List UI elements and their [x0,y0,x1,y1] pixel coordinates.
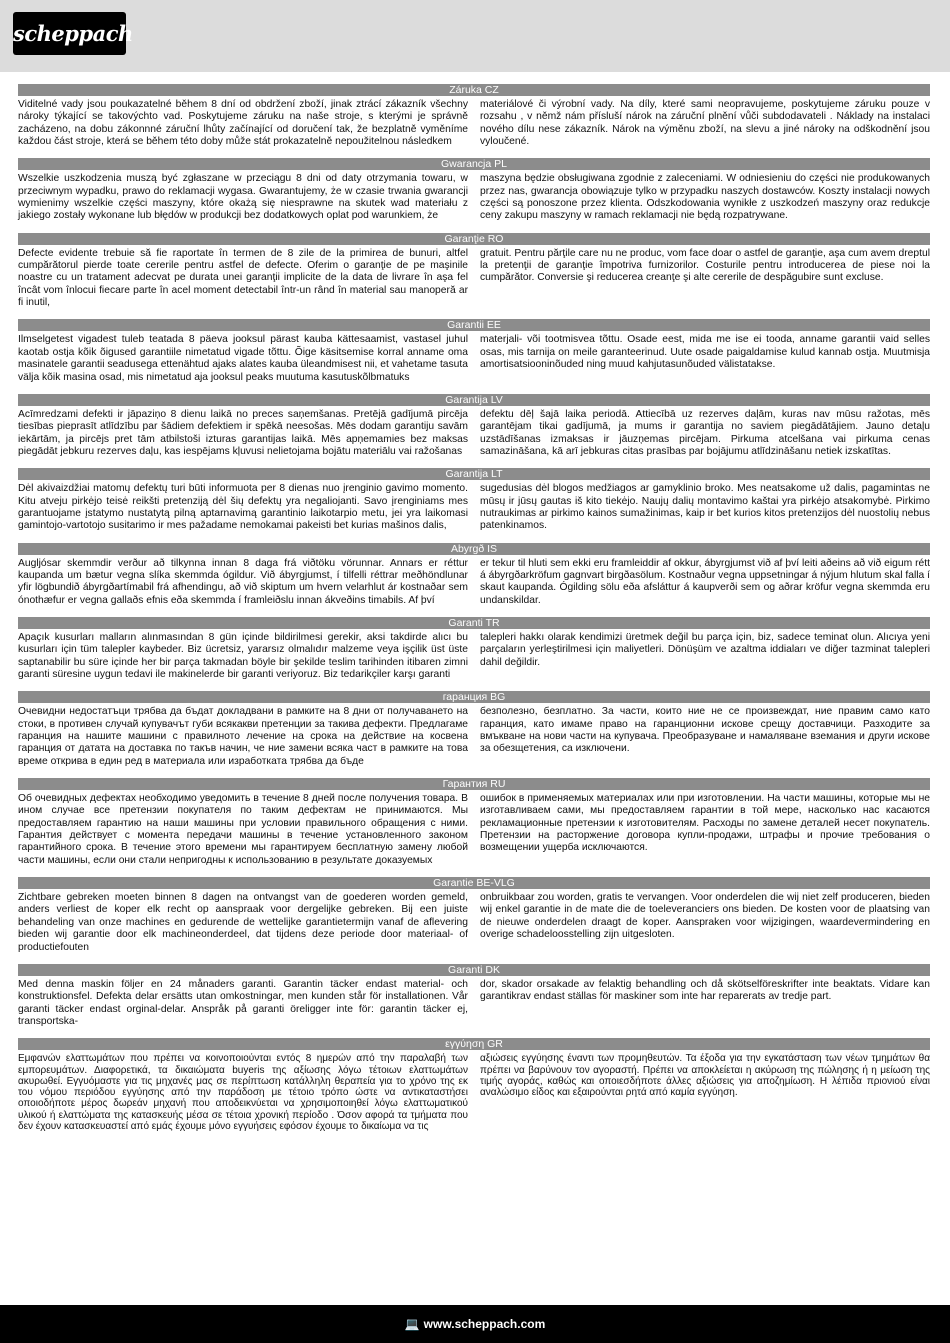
warranty-section-ee [18,319,930,383]
warranty-section-pl [18,158,930,222]
section-text-left: Εμφανών ελαττωμάτων που πρέπει να κοινοποιούνται εντός 8 ημερών από την παραλαβή των εμπορευμάτων. Διαφορετικά, τα δικαιώματα buyeris της αξίωσης λόγω τέτοιων ελαττωμάτων ακυρωθεί. Εγγυόμαστε για τις μηχανές μας σε περίπτωση κατάλληλη θεραπεία για το χρόνο της εκ του νόμου περιόδου εγγύησης από την παράδοση με τέτοιο τρόπο ώστε να αντικαταστήσει οποιοδήποτε μέρος δωρεάν μηχανή που αποδεικνύεται να χρησιμοποιηθεί λόγω ελαττωματικού υλικού ή ελαττώματα της κατασκευής μέσα σε τέτοια χρονική περίοδο . Όσον αφορά τα τμήματα που δεν έχουν κατασκευαστεί από εμάς έχουμε μόνο εγγυήσεις εφόσον έχουμε το δικαίωμα να τις [18,1053,468,1132]
header-band [0,0,950,72]
section-title: Abyrgð IS [18,543,930,555]
section-text-left: Acīmredzami defekti ir jāpaziņo 8 dienu laikā no preces saņemšanas. Pretējā gadījumā pircēja tiesības pieprasīt atlīdzību par šādiem defektiem ir spēkā neesošas. Mēs dodam garantiju savām iekārtām, ja pircējs pret tām atbilstoši izturas garantijas laikā. Mēs apņemamies bez maksas piegādāt jebkuru rezerves daļu, kas iespējams kļuvusi nelietojama bojātu materiālu vai ražošanas [18,408,468,457]
section-text-right: dor, skador orsakade av felaktig behandling och då skötselföreskrifter inte beaktats. Vidare kan garantikrav endast ställas för maskiner som inte har reparerats av tredje part. [480,978,930,1003]
warranty-section-dk [18,964,930,1028]
warranty-section-cz [18,84,930,148]
section-title: Gwarancja PL [18,158,930,170]
warranty-section-bg [18,691,930,768]
warranty-section-be-vlg [18,877,930,954]
section-text-right: αξιώσεις εγγύησης έναντι των προμηθευτών. Τα έξοδα για την εγκατάσταση των νέων τμημάτων θα πρέπει να βαρύνουν τον αγοραστή. Πρέπει να αποκλείεται η ακύρωση της πώλησης ή η μείωση της τιμής αγοράς, καθώς και οποιεσδήποτε άλλες αξιώσεις για αποζημίωση. Η λέπιδα πριονιού είναι αναλώσιμο είδος και εξαιρούνται ρητά από καμία εγγύηση. [480,1053,930,1099]
section-text-right: maszyna będzie obsługiwana zgodnie z zaleceniami. W odniesieniu do części nie produkowanych przez nas, gwarancja obowiązuje tylko w przypadku naszych dostawców. Koszty instalacji nowych części są ponoszone przez klienta. Odszkodowania wynikłe z uszkodzeń maszyny oraz redukcje ceny zakupu maszyny w ramach reklamacji nie będą rozpatrywane. [480,173,930,222]
warranty-section-lt [18,468,930,532]
scheppach-logo: scheppach [13,12,126,55]
footer-band [0,1305,950,1343]
section-title: Garanti TR [18,617,930,629]
section-text-left: Очевидни недостатъци трябва да бъдат докладвани в рамките на 8 дни от получаването на стоки, в противен случай купувачът губи всякакви претенции за такива дефекти. Предлагаме гаранция на нашите машини с правилното лечение на срока на действие на косвена гаранция от датата на доставка по такъв начин, че ние замени всяка част в рамките на това време открива в един ред в материала или изработката трябва да бъде [18,706,468,767]
warranty-section-is [18,543,930,607]
section-text-left: Ilmselgetest vigadest tuleb teatada 8 päeva jooksul pärast kauba kättesaamist, vastasel juhul kaotab ostja kõik õigused garantiile nimetatud vigade tõttu. Õige käsitsemise korral anname oma masinatele garantii seadusega ettenähtud ajaks alates kauba üleandmisest nii, et vahetame tasuta välja kõik masina osad, mis nimetatud aja jooksul peaks muutuma kasutuskõlbmatuks [18,334,468,383]
website-link[interactable]: www.scheppach.com [423,1317,546,1331]
section-text-left: Zichtbare gebreken moeten binnen 8 dagen na ontvangst van de goederen worden gemeld, anders verliest de koper elk recht op aanspraak voor dergelijke gebreken. Bij een juiste behandeling van onze machines en gedurende de wettelijke garantietermijn vanaf de aflevering bieden wij garantie door elk machineonderdeel, dat tijdens deze periode door materiaal- of productiefouten [18,892,468,953]
section-title: гаранция BG [18,691,930,703]
section-text-right: talepleri hakkı olarak kendimizi üretmek değil bu parça için, biz, sadece teminat olun. Alıcıya yeni parçaların yerleştirilmesi için maliyetleri. Dönüşüm ve azaltma iddiaları ve diğer tazminat talepleri dahil değildir. [480,631,930,668]
warranty-section-tr [18,617,930,681]
section-text-left: Wszelkie uszkodzenia muszą być zgłaszane w przeciągu 8 dni od daty otrzymania towaru, w przeciwnym wypadku, prawo do reklamacji wygasa. Gwarantujemy, że w czasie trwania gwarancji wymienimy wszelkie części maszyny, które okażą się niesprawne na skutek wad materiału z jakiego zostały wykonane lub błędów w produkcji bez dodatkowych oplat pod warunkiem, że [18,173,468,222]
warranty-section-gr [18,1038,930,1132]
section-text-left: Viditelné vady jsou poukazatelné během 8 dní od obdržení zboží, jinak ztrácí zákazník všechny nároky týkající se takovýchto vad. Poskytujeme záruku na naše stroje, s kterými je správně zacházeno, na dobu zákonnné záruční lhůty začínající od doručení tak, že bezplatně vyměníme každou část stroje, která se během této doby může stát prokazatelně nepoužitelnou následkem [18,99,468,148]
section-text-right: er tekur til hluti sem ekki eru framleiddir af okkur, ábyrgjumst við af því leiti aðeins að við eigum rétt á ábyrgðarkröfum gagnvart birgðasölum. Kostnaður vegna uppsetningar á nýjum hlutum skal falla í skaut kaupanda. Ógilding sölu eða afsláttur á kaupverði sem og aðrar kröfur vegna skemmda eru undanskildar. [480,557,930,606]
section-title: Garantie BE-VLG [18,877,930,889]
section-text-left: Augljósar skemmdir verður að tilkynna innan 8 daga frá viðtöku vörunnar. Annars er réttur kaupanda um bætur vegna slíka skemmda ógildur. Við ábyrgjumst, í tilfelli réttrar meðhöndlunar yfir lögbundið ábyrgðartímabil frá afhendingu, að við skiptum um hvern velarhlut ár kostnaðar sem ónothæfur er vegna gallaðs efnis eða skemmda í framleiðslu innan ákveðins timabils. Af því [18,557,468,606]
section-title: Garanţie RO [18,233,930,245]
section-title: Záruka CZ [18,84,930,96]
monitor-icon: 💻 [404,1317,420,1331]
section-text-left: Med denna maskin följer en 24 månaders garanti. Garantin täcker endast material- och konstruktionsfel. Defekta delar ersätts utan omkostningar, men kunden står för installationen. Vår garanti täcker endast orginal-delar. Anspråk på garanti öreligger inte för: garantin täcker ej, transportska- [18,978,468,1027]
section-title: Гарантия RU [18,778,930,790]
section-text-left: Dėl akivaizdžiai matomų defektų turi būti informuota per 8 dienas nuo įrenginio gavimo momento. Kitu atveju pirkėjo teisė reikšti pretenziją dėl šių defektų yra negaliojanti. Savo įrenginiams mes garantuojame įstatymo nustatytą pilną aptarnavimą garantinio laikotarpio metu, jei yra laikomasi gamintojo-vartotojo susitarimo ir mes pažadame nemokamai pakeisti bet kurias mašinos dalis, [18,483,468,532]
section-text-right: defektu dēļ šajā laika periodā. Attiecībā uz rezerves daļām, kuras nav mūsu ražotas, mēs garantējam tikai gadījumā, ja mums ir garantija no saviem piegādātājiem. Jauno detaļu uzstādīšanas izmaksas ir jāuzņemas pircējam. Pirkuma atcelšana vai pirkuma cenas samazināšana, kā arī jebkuras citas prasības par bojājumu atlīdzināšanu netiek izskatītas. [480,408,930,457]
warranty-section-ro [18,233,930,310]
section-text-right: безполезно, безплатно. За части, които ние не се произвеждат, ние правим само като гаранция, като имаме право на гаранционни искове срещу доставчици. Разходите за вмъкване на нови части на купувача. Преобразуване и намаляване вземания и други искове за обезщетения, са изключени. [480,706,930,755]
section-text-right: sugedusias dėl blogos medžiagos ar gamyklinio broko. Mes neatsakome už dalis, pagamintas ne mūsų ir jūsų gautas iš kito tiekėjo. Naujų dalių montavimo kaštai yra pirkėjo atsakomybė. Pirkimo nutraukimas ar pirkimo kainos sumažinimas, kaip ir bet kurios kitos pretenzijos dėl nuostolių nebus patenkinamos. [480,483,930,532]
warranty-section-ru [18,778,930,867]
section-text-right: onbruikbaar zou worden, gratis te vervangen. Voor onderdelen die wij niet zelf produceren, bieden wij enkel garantie in de mate die de toeleveranciers ons bieden. De kosten voor de plaatsing van de nieuwe onderdelen draagt de koper. Aanspraken voor wijzigingen, waardevermindering en overige schadeloosstelling zijn uitgesloten. [480,892,930,941]
section-title: Garantii EE [18,319,930,331]
warranty-section-lv [18,394,930,458]
section-title: Garanti DK [18,964,930,976]
warranty-content [18,84,930,1142]
section-title: εγγύηση GR [18,1038,930,1050]
section-text-left: Defecte evidente trebuie să fie raportate în termen de 8 zile de la primirea de bunuri, altfel cumpărătorul pierde toate cererile pentru astfel de defecte. Oferim o garanţie de pe maşinile noastre cu un tratament adecvat pe durata unei garanţii implicite de la data de livrare în aşa fel încât vom înlocui fiecare parte în acel moment detectabil într-un rând în material sau manoperă ar fi inutil, [18,247,468,309]
section-title: Garantija LV [18,394,930,406]
section-text-right: materjali- või tootmisvea tõttu. Osade eest, mida me ise ei tooda, anname garantii vaid selles osas, mis tarnija on meile garanteerinud. Uute osade paigaldamise kulud kannab ostja. Muutmisja amortisatsiooninõuded ning muud kahjutasunõuded välistatakse. [480,334,930,371]
section-text-right: gratuit. Pentru părţile care nu ne produc, vom face doar o astfel de garanţie, aşa cum avem dreptul la pretenţii de garanţie împotriva furnizorilor. Costurile pentru introducerea de piese noi la cumpărător. Conversie şi reducerea creanţe şi alte cererile de despăgubire sunt excluse. [480,247,930,284]
section-text-left: Apaçık kusurları malların alınmasından 8 gün içinde bildirilmesi gerekir, aksi takdirde alıcı bu kusurları için tüm talepler kaybeder. Biz ücretsiz, yararsız olmalıdır malzeme veya işçilik üst üste saptanabilir bu süre içinde her bir parça takmadan böyle bir şekilde teslim tarihinden itibaren zimni garanti süresine uygun tedavi ile makinelerde bir garanti veriyoruz. Biz tedarikçiler karşı garanti [18,631,468,680]
section-text-left: Об очевидных дефектах необходимо уведомить в течение 8 дней после получения товара. В ином случае все претензии покупателя по таким дефектам не принимаются. Мы предоставляем гарантию на наши машины при условии правильного обращения с ними. Гарантия действует с момента передачи машины в течение установленного законом гарантийного срока. В течение этого времени мы гарантируем бесплатную замену любой части машины, если они стали непригодны к использованию в результате доказуемых [18,793,468,866]
section-title: Garantija LT [18,468,930,480]
section-text-right: materiálové či výrobní vady. Na díly, které sami neopravujeme, poskytujeme záruku pouze v rozsahu , v němž nám přísluší nárok na záruční plnění vůči subdodavateli . Náklady na instalaci nového dílu nese zákazník. Nárok na výměnu zboží, na slevu a jiné nároky na odškodnění jsou vyloučené. [480,99,930,148]
section-text-right: ошибок в применяемых материалах или при изготовлении. На части машины, которые мы не изготавливаем сами, мы предоставляем гарантии в той мере, насколько нас касаются рекламационные претензии к изготовителям. Расходы по замене деталей несет покупатель. Претензии на расторжение договора купли-продажи, штрафы и прочие требования о возмещении ущерба исключаются. [480,793,930,854]
